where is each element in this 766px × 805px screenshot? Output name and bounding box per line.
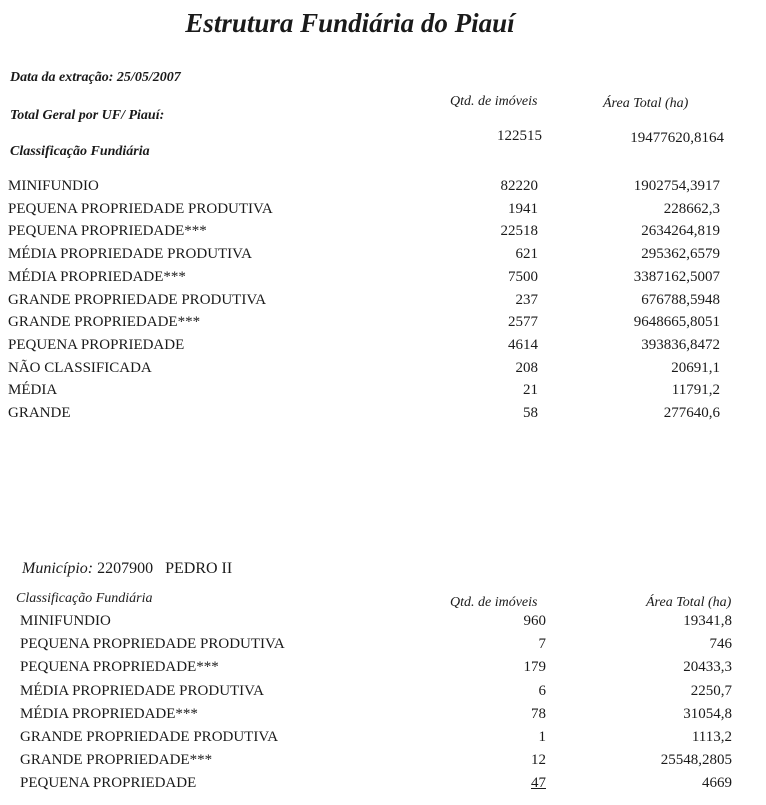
row-area: 19341,8: [683, 613, 732, 629]
row-label: MINIFUNDIO: [8, 178, 99, 194]
row-qtd: 1: [538, 729, 546, 745]
row-area: 31054,8: [683, 705, 732, 722]
municipio-label: Município:: [22, 560, 94, 577]
row-label: PEQUENA PROPRIEDADE: [20, 775, 197, 792]
row-qtd: 47: [531, 775, 546, 792]
row-area: 277640,6: [663, 405, 720, 421]
row-qtd: 12: [531, 752, 546, 769]
row-label: PEQUENA PROPRIEDADE***: [8, 223, 207, 240]
row-label: MÉDIA PROPRIEDADE PRODUTIVA: [20, 682, 264, 699]
row-area: 1113,2: [691, 729, 732, 745]
row-qtd: 7500: [508, 268, 538, 285]
row-label: MÉDIA PROPRIEDADE***: [20, 705, 198, 722]
page-title: Estrutura Fundiária do Piauí: [185, 8, 515, 38]
row-label: GRANDE PROPRIEDADE***: [20, 752, 213, 769]
row-qtd: 1941: [508, 200, 538, 217]
row-qtd: 960: [523, 613, 546, 629]
column-header-qtd: Qtd. de imóveis: [450, 94, 538, 109]
row-qtd: 179: [523, 659, 546, 676]
column-header-area: Área Total (ha): [603, 96, 689, 111]
row-qtd: 22518: [500, 223, 538, 240]
row-label: MÉDIA: [8, 382, 58, 399]
row-qtd: 621: [515, 246, 538, 263]
row-area: 9648665,8051: [633, 314, 720, 331]
row-area: 676788,5948: [641, 291, 720, 308]
row-qtd: 2577: [508, 314, 538, 331]
row-area: 4669: [702, 775, 732, 792]
row-area: 295362,6579: [641, 246, 720, 263]
row-qtd: 7: [538, 636, 546, 653]
row-qtd: 208: [515, 359, 538, 376]
municipio-header: [22, 560, 232, 578]
row-area: 2250,7: [690, 682, 732, 699]
row-area: 20433,3: [683, 659, 732, 676]
row-label: PEQUENA PROPRIEDADE PRODUTIVA: [20, 636, 285, 653]
row-label: MÉDIA PROPRIEDADE***: [8, 268, 186, 285]
total-label: Total Geral por UF/ Piauí:: [10, 108, 165, 123]
row-label: PEQUENA PROPRIEDADE***: [20, 659, 219, 676]
row-qtd: 237: [515, 291, 538, 308]
municipio-classification-label: Classificação Fundiária: [16, 591, 153, 606]
row-label: MINIFUNDIO: [20, 613, 111, 629]
row-area: 393836,8472: [641, 336, 720, 353]
classification-label: Classificação Fundiária: [10, 144, 150, 159]
row-label: PEQUENA PROPRIEDADE: [8, 336, 185, 353]
row-area: 25548,2805: [660, 752, 732, 769]
row-qtd: 78: [531, 705, 546, 722]
municipio-code-name: 2207900 PEDRO II: [97, 560, 233, 577]
row-qtd: 82220: [500, 178, 538, 194]
row-label: GRANDE PROPRIEDADE PRODUTIVA: [20, 729, 279, 745]
row-area: 746: [709, 636, 732, 653]
row-label: MÉDIA PROPRIEDADE PRODUTIVA: [8, 246, 252, 263]
row-label: GRANDE PROPRIEDADE PRODUTIVA: [8, 291, 267, 308]
row-qtd: 58: [523, 405, 538, 421]
municipio-column-header-area: Área Total (ha): [646, 595, 732, 610]
total-area: 19477620,8164: [630, 130, 724, 146]
row-area: 3387162,5007: [633, 268, 720, 285]
row-area: 11791,2: [671, 382, 720, 399]
row-area: 20691,1: [671, 359, 720, 376]
row-label: GRANDE PROPRIEDADE***: [8, 314, 201, 331]
row-qtd: 21: [523, 382, 538, 399]
row-label: PEQUENA PROPRIEDADE PRODUTIVA: [8, 200, 273, 217]
row-qtd: 4614: [508, 336, 538, 353]
row-area: 1902754,3917: [633, 178, 720, 194]
row-qtd: 6: [538, 682, 546, 699]
row-label: NÃO CLASSIFICADA: [8, 359, 152, 376]
municipio-column-header-qtd: Qtd. de imóveis: [450, 595, 538, 610]
extraction-date: Data da extração: 25/05/2007: [10, 70, 181, 85]
total-qtd: 122515: [497, 128, 542, 144]
row-area: 228662,3: [663, 200, 720, 217]
row-area: 2634264,819: [641, 223, 720, 240]
row-label: GRANDE: [8, 405, 71, 421]
